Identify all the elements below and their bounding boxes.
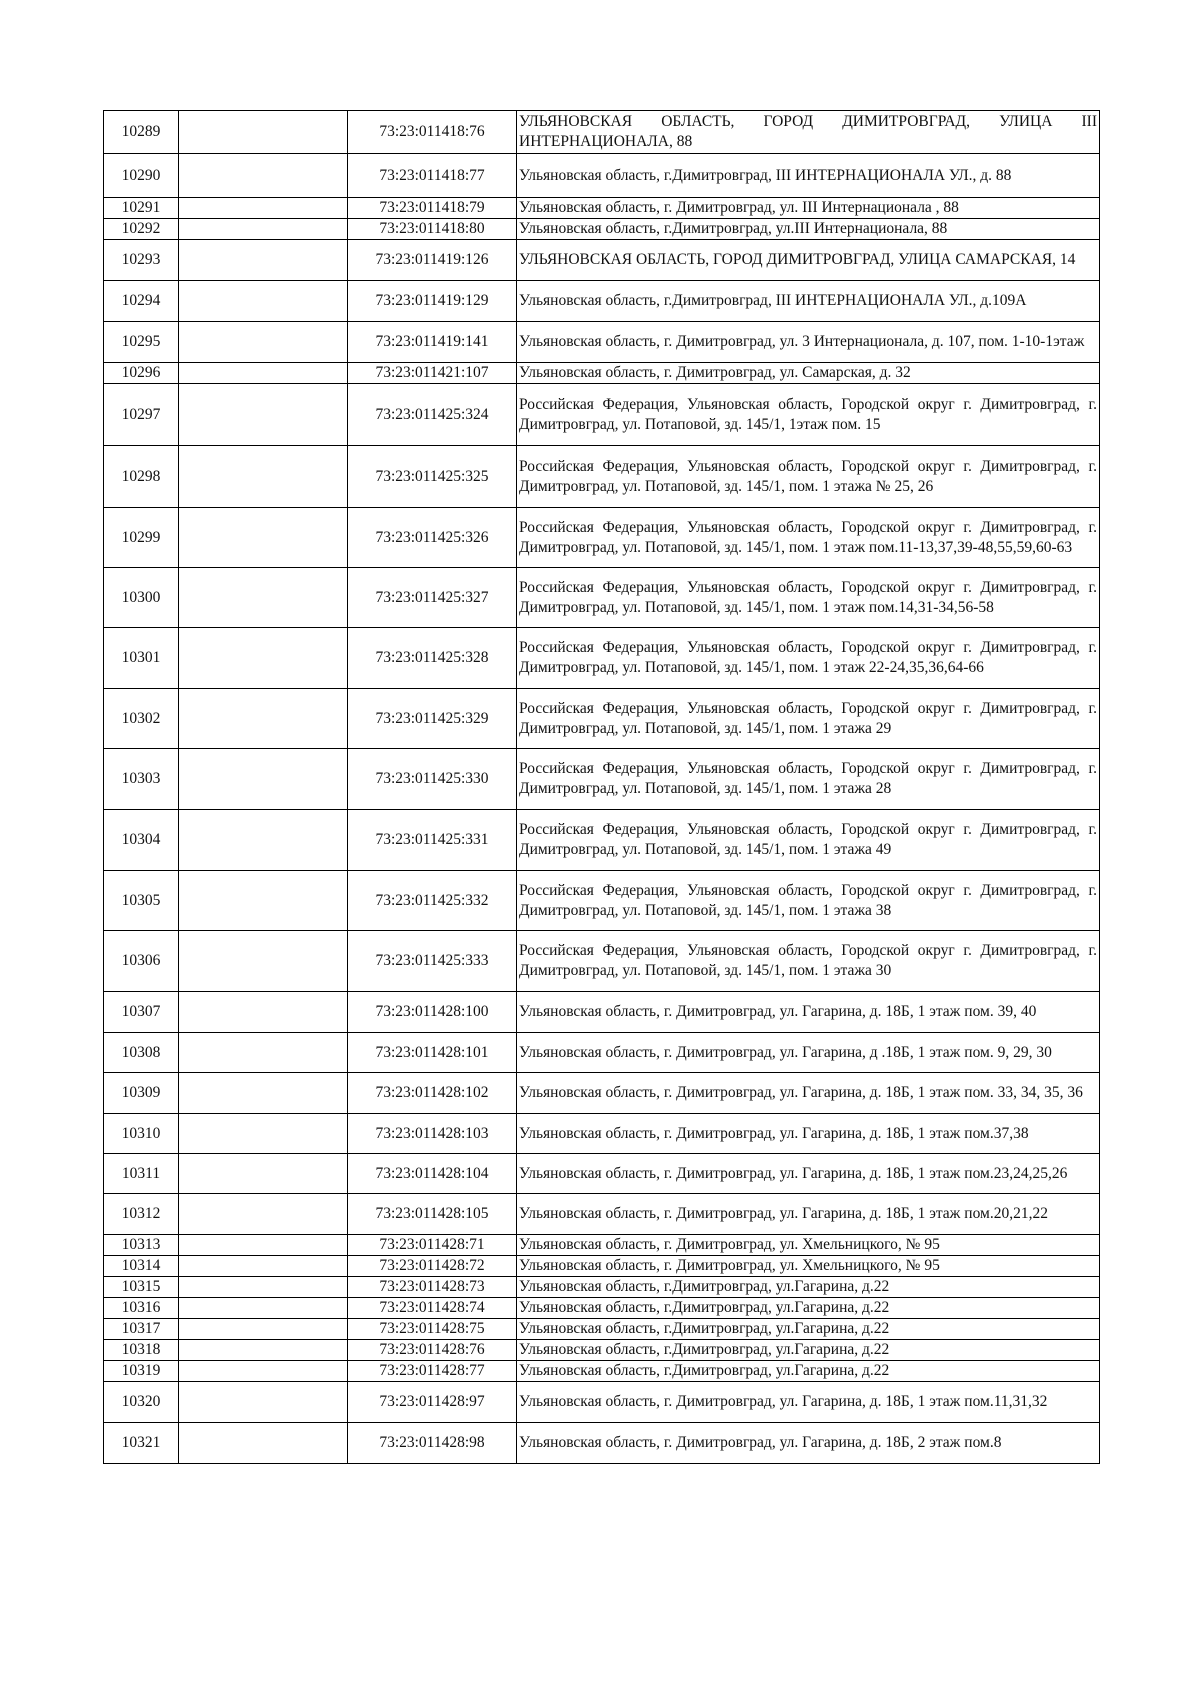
table-row: [104, 508, 1100, 568]
empty-cell: [179, 749, 348, 810]
address-cell: Ульяновская область, г.Димитровград, ул.Гагарина, д.22: [517, 1340, 1100, 1361]
row-number-cell: 10313: [104, 1235, 179, 1256]
cadastral-number-cell: 73:23:011428:105: [348, 1194, 517, 1235]
address-cell: Российская Федерация, Ульяновская область, Городской округ г. Димитровград, г. Димитровград, ул. Потаповой, зд. 145/1, пом. 1 этажа 29: [517, 689, 1100, 749]
table-row: [104, 1256, 1100, 1277]
address-cell: УЛЬЯНОВСКАЯ ОБЛАСТЬ, ГОРОД ДИМИТРОВГРАД, УЛИЦА III ИНТЕРНАЦИОНАЛА, 88: [517, 111, 1100, 154]
cadastral-number-cell: 73:23:011419:141: [348, 322, 517, 363]
empty-cell: [179, 810, 348, 871]
table-row: [104, 1423, 1100, 1464]
cadastral-number-cell: 73:23:011428:102: [348, 1073, 517, 1114]
table-row: [104, 1033, 1100, 1073]
cadastral-number-cell: 73:23:011428:73: [348, 1277, 517, 1298]
empty-cell: [179, 1382, 348, 1423]
address-cell: Российская Федерация, Ульяновская область, Городской округ г. Димитровград, г. Димитровград, ул. Потаповой, зд. 145/1, пом. 1 этаж пом.11-13,37,39-48,55,59,60-63: [517, 508, 1100, 568]
address-cell: Российская Федерация, Ульяновская область, Городской округ г. Димитровград, г. Димитровград, ул. Потаповой, зд. 145/1, 1этаж пом. 15: [517, 384, 1100, 446]
cadastral-number-cell: 73:23:011425:333: [348, 931, 517, 992]
address-cell: Ульяновская область, г. Димитровград, ул. Самарская, д. 32: [517, 363, 1100, 384]
table-row: [104, 111, 1100, 154]
address-cell: Ульяновская область, г. Димитровград, ул. Гагарина, д. 18Б, 2 этаж пом.8: [517, 1423, 1100, 1464]
row-number-cell: 10315: [104, 1277, 179, 1298]
empty-cell: [179, 198, 348, 219]
cadastral-number-cell: 73:23:011418:80: [348, 219, 517, 240]
address-cell: Российская Федерация, Ульяновская область, Городской округ г. Димитровград, г. Димитровград, ул. Потаповой, зд. 145/1, пом. 1 этажа 38: [517, 871, 1100, 931]
empty-cell: [179, 281, 348, 322]
address-cell: Ульяновская область, г.Димитровград, III ИНТЕРНАЦИОНАЛА УЛ., д. 88: [517, 154, 1100, 198]
empty-cell: [179, 1340, 348, 1361]
row-number-cell: 10317: [104, 1319, 179, 1340]
row-number-cell: 10301: [104, 628, 179, 689]
row-number-cell: 10293: [104, 240, 179, 281]
row-number-cell: 10304: [104, 810, 179, 871]
empty-cell: [179, 154, 348, 198]
empty-cell: [179, 384, 348, 446]
cadastral-number-cell: 73:23:011428:76: [348, 1340, 517, 1361]
address-cell: Ульяновская область, г. Димитровград, ул. Гагарина, д. 18Б, 1 этаж пом.11,31,32: [517, 1382, 1100, 1423]
row-number-cell: 10307: [104, 992, 179, 1033]
table-row: [104, 384, 1100, 446]
cadastral-number-cell: 73:23:011428:103: [348, 1114, 517, 1154]
empty-cell: [179, 1256, 348, 1277]
empty-cell: [179, 1033, 348, 1073]
table-row: [104, 568, 1100, 628]
table-row: [104, 931, 1100, 992]
table-row: [104, 1340, 1100, 1361]
table-row: [104, 198, 1100, 219]
table-row: [104, 154, 1100, 198]
table-row: [104, 871, 1100, 931]
address-cell: Ульяновская область, г. Димитровград, ул. Хмельницкого, № 95: [517, 1235, 1100, 1256]
row-number-cell: 10314: [104, 1256, 179, 1277]
address-cell: Российская Федерация, Ульяновская область, Городской округ г. Димитровград, г. Димитровград, ул. Потаповой, зд. 145/1, пом. 1 этаж пом.14,31-34,56-58: [517, 568, 1100, 628]
address-cell: Ульяновская область, г.Димитровград, ул.III Интернационала, 88: [517, 219, 1100, 240]
address-cell: Ульяновская область, г. Димитровград, ул. Гагарина, д. 18Б, 1 этаж пом.23,24,25,26: [517, 1154, 1100, 1194]
cadastral-number-cell: 73:23:011425:328: [348, 628, 517, 689]
row-number-cell: 10306: [104, 931, 179, 992]
table-row: [104, 322, 1100, 363]
cadastral-number-cell: 73:23:011418:77: [348, 154, 517, 198]
empty-cell: [179, 446, 348, 508]
empty-cell: [179, 1235, 348, 1256]
empty-cell: [179, 508, 348, 568]
address-cell: Ульяновская область, г.Димитровград, ул.Гагарина, д.22: [517, 1319, 1100, 1340]
table-row: [104, 1277, 1100, 1298]
address-cell: УЛЬЯНОВСКАЯ ОБЛАСТЬ, ГОРОД ДИМИТРОВГРАД, УЛИЦА САМАРСКАЯ, 14: [517, 240, 1100, 281]
table-row: [104, 1194, 1100, 1235]
address-cell: Российская Федерация, Ульяновская область, Городской округ г. Димитровград, г. Димитровград, ул. Потаповой, зд. 145/1, пом. 1 этажа 30: [517, 931, 1100, 992]
address-cell: Ульяновская область, г. Димитровград, ул. Гагарина, д. 18Б, 1 этаж пом.20,21,22: [517, 1194, 1100, 1235]
empty-cell: [179, 363, 348, 384]
table-row: [104, 689, 1100, 749]
row-number-cell: 10295: [104, 322, 179, 363]
table-row: [104, 1154, 1100, 1194]
row-number-cell: 10296: [104, 363, 179, 384]
empty-cell: [179, 628, 348, 689]
cadastral-number-cell: 73:23:011428:104: [348, 1154, 517, 1194]
empty-cell: [179, 1073, 348, 1114]
address-cell: Ульяновская область, г. Димитровград, ул. III Интернационала , 88: [517, 198, 1100, 219]
table-row: [104, 1361, 1100, 1382]
row-number-cell: 10319: [104, 1361, 179, 1382]
row-number-cell: 10298: [104, 446, 179, 508]
address-cell: Ульяновская область, г. Димитровград, ул. 3 Интернационала, д. 107, пом. 1-10-1этаж: [517, 322, 1100, 363]
row-number-cell: 10318: [104, 1340, 179, 1361]
empty-cell: [179, 1154, 348, 1194]
table-row: [104, 1114, 1100, 1154]
row-number-cell: 10290: [104, 154, 179, 198]
row-number-cell: 10302: [104, 689, 179, 749]
row-number-cell: 10310: [104, 1114, 179, 1154]
row-number-cell: 10316: [104, 1298, 179, 1319]
cadastral-number-cell: 73:23:011419:129: [348, 281, 517, 322]
cadastral-number-cell: 73:23:011421:107: [348, 363, 517, 384]
table-row: [104, 749, 1100, 810]
empty-cell: [179, 1298, 348, 1319]
cadastral-number-cell: 73:23:011425:330: [348, 749, 517, 810]
row-number-cell: 10292: [104, 219, 179, 240]
row-number-cell: 10297: [104, 384, 179, 446]
empty-cell: [179, 111, 348, 154]
address-cell: Российская Федерация, Ульяновская область, Городской округ г. Димитровград, г. Димитровград, ул. Потаповой, зд. 145/1, пом. 1 этажа № 25, 26: [517, 446, 1100, 508]
row-number-cell: 10294: [104, 281, 179, 322]
cadastral-number-cell: 73:23:011428:97: [348, 1382, 517, 1423]
empty-cell: [179, 992, 348, 1033]
table-row: [104, 1235, 1100, 1256]
empty-cell: [179, 871, 348, 931]
address-cell: Российская Федерация, Ульяновская область, Городской округ г. Димитровград, г. Димитровград, ул. Потаповой, зд. 145/1, пом. 1 этажа 28: [517, 749, 1100, 810]
cadastral-number-cell: 73:23:011418:76: [348, 111, 517, 154]
row-number-cell: 10308: [104, 1033, 179, 1073]
table-row: [104, 992, 1100, 1033]
empty-cell: [179, 1114, 348, 1154]
address-cell: Российская Федерация, Ульяновская область, Городской округ г. Димитровград, г. Димитровград, ул. Потаповой, зд. 145/1, пом. 1 этажа 49: [517, 810, 1100, 871]
cadastral-number-cell: 73:23:011425:332: [348, 871, 517, 931]
address-cell: Ульяновская область, г.Димитровград, ул.Гагарина, д.22: [517, 1277, 1100, 1298]
row-number-cell: 10300: [104, 568, 179, 628]
table-row: [104, 281, 1100, 322]
cadastral-number-cell: 73:23:011428:101: [348, 1033, 517, 1073]
cadastral-number-cell: 73:23:011425:324: [348, 384, 517, 446]
empty-cell: [179, 689, 348, 749]
table-row: [104, 446, 1100, 508]
cadastral-number-cell: 73:23:011428:100: [348, 992, 517, 1033]
address-cell: Ульяновская область, г. Димитровград, ул. Гагарина, д. 18Б, 1 этаж пом. 39, 40: [517, 992, 1100, 1033]
table-row: [104, 1319, 1100, 1340]
row-number-cell: 10305: [104, 871, 179, 931]
empty-cell: [179, 322, 348, 363]
cadastral-number-cell: 73:23:011428:98: [348, 1423, 517, 1464]
row-number-cell: 10320: [104, 1382, 179, 1423]
registry-table: [103, 110, 1100, 1464]
empty-cell: [179, 568, 348, 628]
cadastral-number-cell: 73:23:011428:74: [348, 1298, 517, 1319]
row-number-cell: 10289: [104, 111, 179, 154]
table-row: [104, 1382, 1100, 1423]
address-cell: Ульяновская область, г.Димитровград, III ИНТЕРНАЦИОНАЛА УЛ., д.109А: [517, 281, 1100, 322]
table-row: [104, 363, 1100, 384]
cadastral-number-cell: 73:23:011419:126: [348, 240, 517, 281]
address-cell: Ульяновская область, г. Димитровград, ул. Хмельницкого, № 95: [517, 1256, 1100, 1277]
empty-cell: [179, 1361, 348, 1382]
cadastral-number-cell: 73:23:011425:329: [348, 689, 517, 749]
row-number-cell: 10303: [104, 749, 179, 810]
empty-cell: [179, 219, 348, 240]
row-number-cell: 10311: [104, 1154, 179, 1194]
address-cell: Ульяновская область, г.Димитровград, ул.Гагарина, д.22: [517, 1298, 1100, 1319]
table-row: [104, 240, 1100, 281]
empty-cell: [179, 1319, 348, 1340]
address-cell: Ульяновская область, г. Димитровград, ул. Гагарина, д. 18Б, 1 этаж пом.37,38: [517, 1114, 1100, 1154]
row-number-cell: 10321: [104, 1423, 179, 1464]
table-row: [104, 810, 1100, 871]
address-cell: Ульяновская область, г.Димитровград, ул.Гагарина, д.22: [517, 1361, 1100, 1382]
cadastral-number-cell: 73:23:011425:326: [348, 508, 517, 568]
empty-cell: [179, 1423, 348, 1464]
empty-cell: [179, 1277, 348, 1298]
cadastral-number-cell: 73:23:011428:71: [348, 1235, 517, 1256]
table-row: [104, 1298, 1100, 1319]
row-number-cell: 10312: [104, 1194, 179, 1235]
address-cell: Ульяновская область, г. Димитровград, ул. Гагарина, д. 18Б, 1 этаж пом. 33, 34, 35, 36: [517, 1073, 1100, 1114]
registry-table-body: [104, 111, 1100, 1464]
table-row: [104, 628, 1100, 689]
table-row: [104, 1073, 1100, 1114]
cadastral-number-cell: 73:23:011428:77: [348, 1361, 517, 1382]
table-row: [104, 219, 1100, 240]
cadastral-number-cell: 73:23:011425:325: [348, 446, 517, 508]
empty-cell: [179, 240, 348, 281]
empty-cell: [179, 931, 348, 992]
row-number-cell: 10291: [104, 198, 179, 219]
cadastral-number-cell: 73:23:011425:331: [348, 810, 517, 871]
cadastral-number-cell: 73:23:011425:327: [348, 568, 517, 628]
row-number-cell: 10309: [104, 1073, 179, 1114]
cadastral-number-cell: 73:23:011428:72: [348, 1256, 517, 1277]
cadastral-number-cell: 73:23:011428:75: [348, 1319, 517, 1340]
cadastral-number-cell: 73:23:011418:79: [348, 198, 517, 219]
address-cell: Ульяновская область, г. Димитровград, ул. Гагарина, д .18Б, 1 этаж пом. 9, 29, 30: [517, 1033, 1100, 1073]
empty-cell: [179, 1194, 348, 1235]
row-number-cell: 10299: [104, 508, 179, 568]
address-cell: Российская Федерация, Ульяновская область, Городской округ г. Димитровград, г. Димитровград, ул. Потаповой, зд. 145/1, пом. 1 этаж 22-24,35,36,64-66: [517, 628, 1100, 689]
